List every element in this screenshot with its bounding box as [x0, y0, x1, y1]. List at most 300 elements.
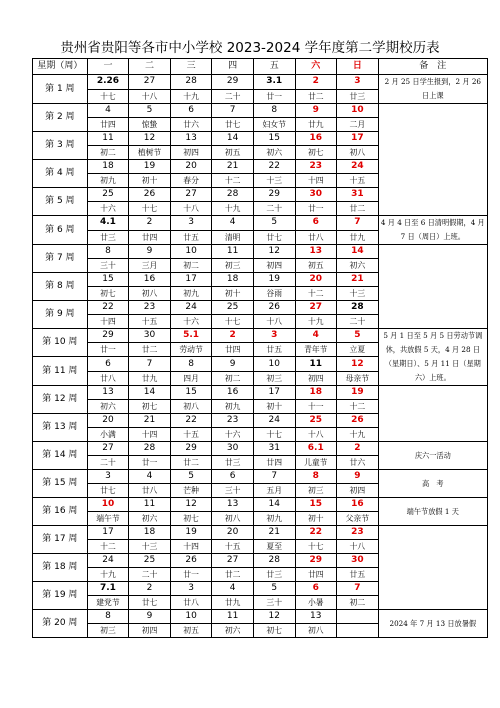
note-cell: 4 月 4 日至 6 日清明假期，4 月 7 日（周日）上班。 — [378, 216, 487, 245]
lunar-cell: 二十 — [129, 568, 171, 582]
lunar-cell: 二十 — [87, 456, 129, 470]
lunar-cell: 初七 — [87, 287, 129, 301]
week-row — [33, 329, 488, 343]
lunar-cell: 廿四 — [253, 456, 295, 470]
date-cell: 9 — [212, 357, 254, 372]
note-cell: 端午节放假 1 天 — [378, 498, 487, 526]
week-row — [33, 526, 488, 540]
date-cell: 27 — [295, 301, 337, 315]
date-cell: 4 — [295, 329, 337, 343]
lunar-cell: 十四 — [170, 540, 212, 554]
lunar-cell: 十七 — [212, 315, 254, 329]
lunar-cell: 初九 — [253, 512, 295, 526]
lunar-cell: 廿五 — [337, 568, 379, 582]
date-cell — [337, 610, 379, 624]
lunar-cell: 十三 — [337, 287, 379, 301]
lunar-cell: 十四 — [129, 428, 171, 442]
lunar-cell: 初九 — [87, 174, 129, 188]
date-cell: 13 — [87, 386, 129, 400]
date-cell: 25 — [212, 301, 254, 315]
week-row — [33, 245, 488, 259]
date-cell: 8 — [295, 470, 337, 484]
lunar-cell: 初五 — [295, 259, 337, 273]
date-cell: 15 — [87, 273, 129, 287]
date-cell: 9 — [295, 104, 337, 118]
lunar-cell: 廿四 — [129, 230, 171, 245]
lunar-cell: 青年节 — [295, 343, 337, 357]
column-header: 五 — [253, 59, 295, 75]
date-cell: 23 — [295, 160, 337, 174]
lunar-cell: 初三 — [253, 372, 295, 386]
date-cell: 7 — [337, 216, 379, 231]
lunar-cell: 十四 — [295, 174, 337, 188]
date-cell: 28 — [253, 554, 295, 568]
date-cell: 8 — [87, 245, 129, 259]
lunar-cell: 初四 — [170, 146, 212, 160]
lunar-cell: 初五 — [212, 146, 254, 160]
date-cell: 27 — [129, 75, 171, 90]
lunar-cell: 廿五 — [253, 343, 295, 357]
date-cell: 30 — [129, 329, 171, 343]
lunar-cell: 初六 — [212, 624, 254, 638]
column-header: 日 — [337, 59, 379, 75]
date-cell: 31 — [337, 188, 379, 202]
lunar-cell: 清明 — [212, 230, 254, 245]
lunar-cell: 廿四 — [212, 343, 254, 357]
date-cell: 2 — [212, 329, 254, 343]
lunar-cell: 十三 — [253, 174, 295, 188]
column-header: 星期（周） — [33, 59, 88, 75]
week-label: 第 10 周 — [33, 329, 88, 357]
date-cell: 18 — [295, 386, 337, 400]
lunar-cell: 初二 — [337, 596, 379, 610]
date-cell: 28 — [212, 188, 254, 202]
date-cell: 14 — [253, 498, 295, 512]
lunar-cell: 芒种 — [170, 484, 212, 498]
lunar-cell: 廿七 — [212, 118, 254, 132]
lunar-cell: 廿一 — [170, 568, 212, 582]
note-cell: 高 考 — [378, 470, 487, 498]
lunar-cell: 廿九 — [337, 230, 379, 245]
date-cell: 7 — [212, 104, 254, 118]
date-cell: 6.1 — [295, 442, 337, 456]
date-cell: 2 — [129, 216, 171, 231]
date-cell: 17 — [253, 386, 295, 400]
lunar-cell: 廿四 — [87, 118, 129, 132]
lunar-cell: 廿七 — [129, 596, 171, 610]
date-cell: 6 — [295, 216, 337, 231]
lunar-cell: 十八 — [170, 202, 212, 216]
lunar-cell: 廿二 — [295, 89, 337, 104]
date-cell: 31 — [253, 442, 295, 456]
lunar-cell: 春分 — [170, 174, 212, 188]
column-header: 一 — [87, 59, 129, 75]
week-label: 第 16 周 — [33, 498, 88, 526]
week-label: 第 12 周 — [33, 386, 88, 414]
note-cell — [378, 386, 487, 442]
date-cell: 13 — [295, 610, 337, 624]
date-cell: 3 — [87, 470, 129, 484]
date-cell: 28 — [129, 442, 171, 456]
lunar-cell: 廿八 — [170, 596, 212, 610]
week-row — [33, 610, 488, 624]
date-cell: 28 — [337, 301, 379, 315]
date-cell: 30 — [337, 554, 379, 568]
lunar-cell: 廿一 — [253, 89, 295, 104]
date-cell: 29 — [295, 554, 337, 568]
date-cell: 3 — [170, 582, 212, 596]
lunar-cell: 惊蛰 — [129, 118, 171, 132]
note-cell: 2024 年 7 月 13 日放暑假 — [378, 610, 487, 638]
lunar-cell: 十六 — [87, 202, 129, 216]
date-cell: 20 — [170, 160, 212, 174]
date-cell: 5 — [129, 104, 171, 118]
date-cell: 2 — [337, 442, 379, 456]
note-cell: 庆六一活动 — [378, 442, 487, 470]
lunar-cell: 三十 — [87, 259, 129, 273]
lunar-cell: 端午节 — [87, 512, 129, 526]
date-cell: 11 — [212, 245, 254, 259]
lunar-cell: 初二 — [170, 259, 212, 273]
date-cell: 5 — [337, 329, 379, 343]
lunar-cell: 立夏 — [337, 343, 379, 357]
date-cell: 27 — [170, 188, 212, 202]
week-row — [33, 75, 488, 90]
lunar-cell: 初六 — [87, 400, 129, 414]
lunar-cell: 廿八 — [129, 484, 171, 498]
date-cell: 22 — [170, 414, 212, 428]
lunar-cell: 廿九 — [295, 118, 337, 132]
week-row — [33, 386, 488, 400]
lunar-cell: 初十 — [253, 400, 295, 414]
lunar-cell: 初八 — [129, 287, 171, 301]
week-label: 第 9 周 — [33, 301, 88, 329]
date-cell: 27 — [87, 442, 129, 456]
lunar-cell: 廿二 — [337, 202, 379, 216]
date-cell: 13 — [295, 245, 337, 259]
date-cell: 10 — [337, 104, 379, 118]
date-cell: 30 — [212, 442, 254, 456]
lunar-cell: 初三 — [295, 484, 337, 498]
column-header: 四 — [212, 59, 254, 75]
note-cell: 2 月 25 日学生报到，2 月 26 日上课 — [378, 75, 487, 104]
date-cell: 22 — [253, 160, 295, 174]
date-cell: 17 — [337, 132, 379, 146]
lunar-cell: 初九 — [212, 400, 254, 414]
lunar-cell: 十九 — [212, 202, 254, 216]
lunar-cell: 十五 — [129, 315, 171, 329]
note-cell: 5 月 1 日至 5 月 5 日劳动节调休，共放假 5 天，4 月 28 日（星期日）、5 月 11 日（星期六）上班。 — [378, 329, 487, 386]
date-cell: 10 — [253, 357, 295, 372]
date-cell: 7 — [129, 357, 171, 372]
note-cell — [378, 245, 487, 329]
lunar-cell: 十三 — [129, 540, 171, 554]
lunar-cell: 母亲节 — [337, 372, 379, 386]
date-cell: 13 — [170, 132, 212, 146]
week-label: 第 14 周 — [33, 442, 88, 470]
date-cell: 5 — [170, 470, 212, 484]
date-cell: 15 — [253, 132, 295, 146]
date-cell: 25 — [295, 414, 337, 428]
lunar-cell: 十九 — [295, 315, 337, 329]
lunar-cell: 三十 — [253, 596, 295, 610]
date-cell: 11 — [129, 498, 171, 512]
date-cell: 8 — [253, 104, 295, 118]
lunar-cell: 初四 — [295, 372, 337, 386]
date-cell: 3 — [170, 216, 212, 231]
note-cell — [378, 104, 487, 216]
lunar-cell: 十七 — [253, 428, 295, 442]
lunar-cell: 廿八 — [87, 372, 129, 386]
lunar-cell: 初四 — [253, 259, 295, 273]
date-cell: 12 — [337, 357, 379, 372]
date-cell: 15 — [170, 386, 212, 400]
week-row — [33, 104, 488, 118]
date-cell: 7 — [337, 582, 379, 596]
date-cell: 19 — [129, 160, 171, 174]
date-cell: 4 — [129, 470, 171, 484]
date-cell: 14 — [212, 132, 254, 146]
lunar-cell: 廿二 — [129, 343, 171, 357]
date-cell: 25 — [87, 188, 129, 202]
date-cell: 20 — [295, 273, 337, 287]
lunar-cell: 初六 — [253, 146, 295, 160]
week-row — [33, 470, 488, 484]
week-label: 第 4 周 — [33, 160, 88, 188]
date-cell: 16 — [295, 132, 337, 146]
week-label: 第 18 周 — [33, 554, 88, 582]
lunar-cell: 植树节 — [129, 146, 171, 160]
week-row — [33, 216, 488, 231]
lunar-cell: 初十 — [295, 512, 337, 526]
lunar-cell: 廿三 — [212, 456, 254, 470]
date-cell: 11 — [295, 357, 337, 372]
date-cell: 30 — [295, 188, 337, 202]
lunar-cell: 十六 — [212, 428, 254, 442]
lunar-cell: 十八 — [253, 315, 295, 329]
lunar-cell: 十七 — [295, 540, 337, 554]
lunar-cell: 妇女节 — [253, 118, 295, 132]
column-header: 二 — [129, 59, 171, 75]
lunar-cell: 十九 — [170, 89, 212, 104]
date-cell: 25 — [129, 554, 171, 568]
date-cell: 20 — [87, 414, 129, 428]
lunar-cell: 廿四 — [295, 568, 337, 582]
lunar-cell: 小满 — [87, 428, 129, 442]
date-cell: 29 — [212, 75, 254, 90]
lunar-cell: 初五 — [170, 624, 212, 638]
date-cell: 20 — [212, 526, 254, 540]
lunar-cell: 廿五 — [170, 230, 212, 245]
week-label: 第 1 周 — [33, 75, 88, 104]
week-label: 第 2 周 — [33, 104, 88, 132]
lunar-cell: 十九 — [337, 428, 379, 442]
date-cell: 19 — [253, 273, 295, 287]
date-cell: 26 — [170, 554, 212, 568]
date-cell: 24 — [87, 554, 129, 568]
lunar-cell: 廿七 — [253, 230, 295, 245]
date-cell: 19 — [170, 526, 212, 540]
lunar-cell: 二十 — [337, 315, 379, 329]
table-header — [33, 59, 488, 75]
date-cell: 22 — [295, 526, 337, 540]
date-cell: 24 — [253, 414, 295, 428]
lunar-cell: 廿三 — [337, 89, 379, 104]
lunar-cell: 五月 — [253, 484, 295, 498]
date-cell: 3.1 — [253, 75, 295, 90]
lunar-cell: 初七 — [129, 400, 171, 414]
lunar-cell: 建党节 — [87, 596, 129, 610]
date-cell: 16 — [212, 386, 254, 400]
lunar-cell: 十六 — [170, 315, 212, 329]
date-cell: 5 — [253, 582, 295, 596]
date-cell: 26 — [129, 188, 171, 202]
lunar-cell: 初八 — [295, 624, 337, 638]
lunar-cell: 廿七 — [87, 484, 129, 498]
lunar-cell: 初四 — [129, 624, 171, 638]
date-cell: 4 — [212, 582, 254, 596]
lunar-cell: 廿二 — [170, 456, 212, 470]
date-cell: 5 — [253, 216, 295, 231]
lunar-cell: 二十 — [212, 89, 254, 104]
date-cell: 16 — [337, 498, 379, 512]
date-cell: 12 — [170, 498, 212, 512]
lunar-cell: 父亲节 — [337, 512, 379, 526]
lunar-cell: 廿一 — [87, 343, 129, 357]
date-cell: 10 — [87, 498, 129, 512]
date-cell: 23 — [337, 526, 379, 540]
lunar-cell: 四月 — [170, 372, 212, 386]
date-cell: 29 — [253, 188, 295, 202]
lunar-cell: 二十 — [253, 202, 295, 216]
lunar-cell: 初三 — [212, 259, 254, 273]
week-row — [33, 498, 488, 512]
date-cell: 7 — [253, 470, 295, 484]
week-label: 第 19 周 — [33, 582, 88, 610]
lunar-cell: 初四 — [337, 484, 379, 498]
week-label: 第 8 周 — [33, 273, 88, 301]
lunar-cell: 三十 — [212, 484, 254, 498]
lunar-cell: 二月 — [337, 118, 379, 132]
week-label: 第 20 周 — [33, 610, 88, 638]
date-cell: 27 — [212, 554, 254, 568]
lunar-cell: 廿六 — [337, 456, 379, 470]
date-cell: 26 — [337, 414, 379, 428]
page-title: 贵州省贵阳等各市中小学校 2023-2024 学年度第二学期校历表 — [60, 40, 440, 56]
lunar-cell: 十五 — [170, 428, 212, 442]
lunar-cell: 廿九 — [129, 372, 171, 386]
lunar-cell: 十八 — [337, 540, 379, 554]
lunar-cell: 十二 — [295, 287, 337, 301]
date-cell: 28 — [170, 75, 212, 90]
week-label: 第 7 周 — [33, 245, 88, 273]
date-cell: 29 — [87, 329, 129, 343]
week-label: 第 13 周 — [33, 414, 88, 442]
lunar-cell: 初七 — [295, 146, 337, 160]
lunar-cell: 廿八 — [295, 230, 337, 245]
lunar-cell: 儿童节 — [295, 456, 337, 470]
calendar-table — [32, 58, 488, 638]
date-cell: 21 — [253, 526, 295, 540]
date-cell: 12 — [253, 245, 295, 259]
date-cell: 7.1 — [87, 582, 129, 596]
date-cell: 10 — [170, 610, 212, 624]
date-cell: 9 — [129, 245, 171, 259]
date-cell: 18 — [212, 273, 254, 287]
date-cell: 6 — [87, 357, 129, 372]
date-cell: 9 — [129, 610, 171, 624]
date-cell: 4 — [212, 216, 254, 231]
lunar-cell: 十二 — [212, 174, 254, 188]
date-cell: 14 — [337, 245, 379, 259]
lunar-cell: 初二 — [212, 372, 254, 386]
week-label: 第 15 周 — [33, 470, 88, 498]
date-cell: 10 — [170, 245, 212, 259]
lunar-cell: 初八 — [337, 146, 379, 160]
lunar-cell: 廿三 — [87, 230, 129, 245]
lunar-cell: 十八 — [295, 428, 337, 442]
lunar-cell: 十八 — [129, 89, 171, 104]
column-header: 备 注 — [378, 59, 487, 75]
column-header: 六 — [295, 59, 337, 75]
lunar-cell: 十七 — [129, 202, 171, 216]
date-cell: 18 — [129, 526, 171, 540]
date-cell: 15 — [295, 498, 337, 512]
lunar-cell: 十二 — [337, 400, 379, 414]
date-cell: 19 — [337, 386, 379, 400]
lunar-cell: 初七 — [170, 512, 212, 526]
column-header: 三 — [170, 59, 212, 75]
lunar-cell: 十四 — [87, 315, 129, 329]
lunar-cell: 三月 — [129, 259, 171, 273]
lunar-cell: 廿六 — [170, 118, 212, 132]
date-cell: 2.26 — [87, 75, 129, 90]
date-cell: 8 — [170, 357, 212, 372]
lunar-cell: 初九 — [170, 287, 212, 301]
date-cell: 13 — [212, 498, 254, 512]
week-label: 第 11 周 — [33, 357, 88, 386]
date-cell: 5.1 — [170, 329, 212, 343]
lunar-cell: 初八 — [170, 400, 212, 414]
date-cell: 24 — [337, 160, 379, 174]
date-cell: 2 — [129, 582, 171, 596]
date-cell: 17 — [170, 273, 212, 287]
lunar-cell: 初十 — [212, 287, 254, 301]
date-cell: 18 — [87, 160, 129, 174]
date-cell: 14 — [129, 386, 171, 400]
lunar-cell: 初八 — [212, 512, 254, 526]
lunar-cell: 十九 — [87, 568, 129, 582]
lunar-cell: 十一 — [295, 400, 337, 414]
lunar-cell: 廿一 — [129, 456, 171, 470]
date-cell: 4 — [87, 104, 129, 118]
note-cell — [378, 526, 487, 610]
lunar-cell: 初三 — [87, 624, 129, 638]
date-cell: 17 — [87, 526, 129, 540]
date-cell: 21 — [212, 160, 254, 174]
date-cell: 11 — [212, 610, 254, 624]
date-cell: 21 — [337, 273, 379, 287]
lunar-cell: 廿九 — [212, 596, 254, 610]
week-label: 第 5 周 — [33, 188, 88, 216]
lunar-cell: 初十 — [129, 174, 171, 188]
date-cell: 4.1 — [87, 216, 129, 231]
lunar-cell: 廿二 — [212, 568, 254, 582]
week-label: 第 3 周 — [33, 132, 88, 160]
week-row — [33, 442, 488, 456]
date-cell: 24 — [170, 301, 212, 315]
date-cell: 16 — [129, 273, 171, 287]
